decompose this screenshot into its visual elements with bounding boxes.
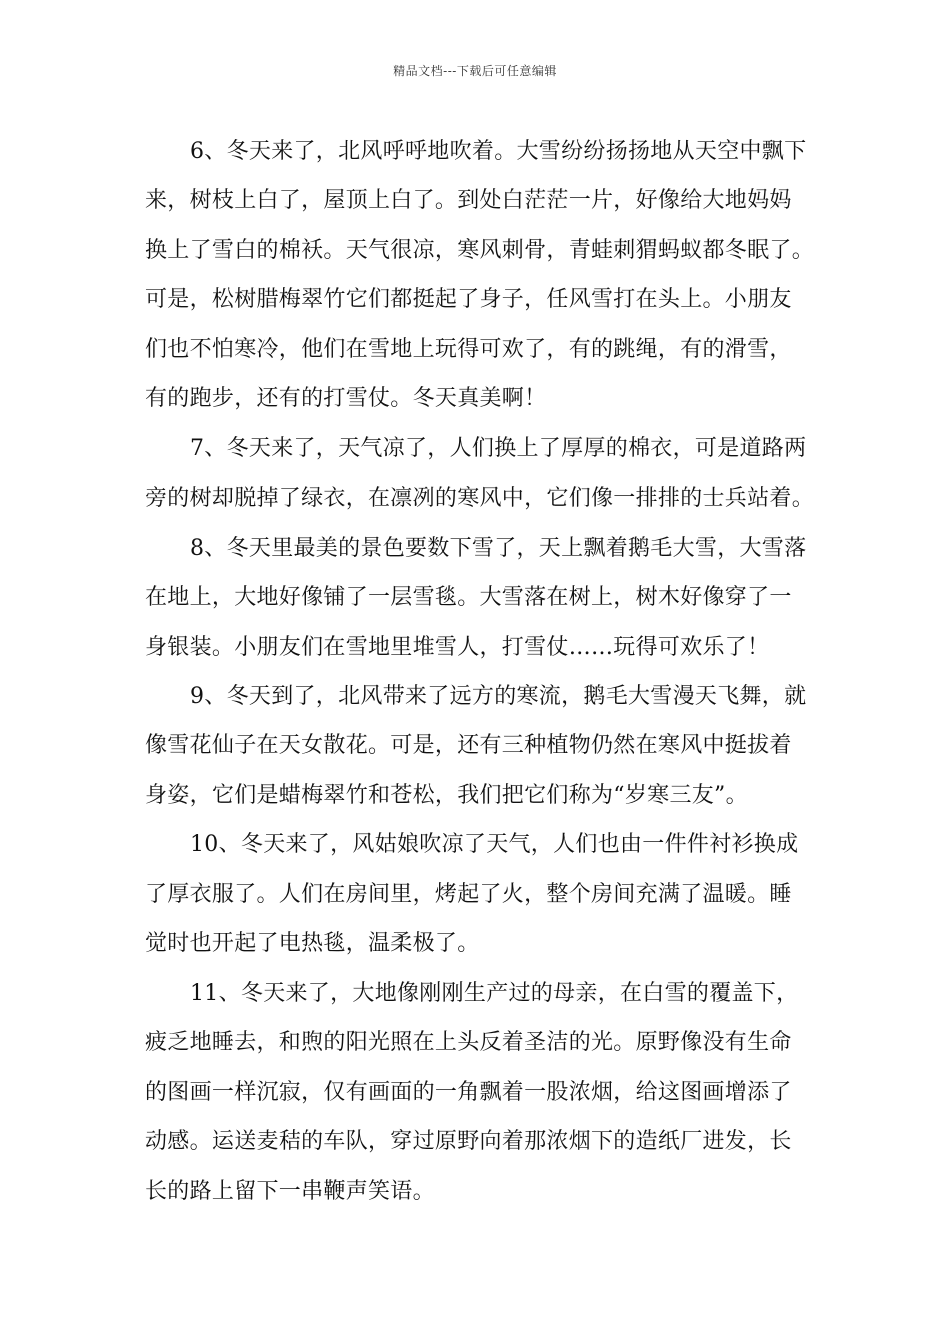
text-line: 有的跑步，还有的打雪仗。冬天真美啊！ xyxy=(145,386,547,411)
text-line: 动感。运送麦秸的车队，穿过原野向着那浓烟下的造纸厂进发，长 xyxy=(145,1129,792,1154)
text-line: 疲乏地睡去，和煦的阳光照在上头反着圣洁的光。原野像没有生命 xyxy=(145,1030,792,1055)
page-header: 精品文档---下载后可任意编辑 xyxy=(393,64,557,78)
text-line: 身银装。小朋友们在雪地里堆雪人，打雪仗……玩得可欢乐了！ xyxy=(145,635,770,660)
text-line: 们也不怕寒冷，他们在雪地上玩得可欢了，有的跳绳，有的滑雪， xyxy=(145,337,792,362)
text-line: 8、冬天里最美的景色要数下雪了，天上飘着鹅毛大雪，大雪落 xyxy=(190,536,807,561)
text-line: 了厚衣服了。人们在房间里，烤起了火，整个房间充满了温暖。睡 xyxy=(145,882,792,907)
text-line: 旁的树却脱掉了绿衣，在凛冽的寒风中，它们像一排排的士兵站着。 xyxy=(145,486,815,511)
text-line: 可是，松树腊梅翠竹它们都挺起了身子，任风雪打在头上。小朋友 xyxy=(145,287,792,312)
text-line: 11、冬天来了，大地像刚刚生产过的母亲，在白雪的覆盖下， xyxy=(190,981,799,1006)
text-line: 7、冬天来了，天气凉了，人们换上了厚厚的棉衣，可是道路两 xyxy=(190,436,807,461)
text-line: 在地上，大地好像铺了一层雪毯。大雪落在树上，树木好像穿了一 xyxy=(145,585,792,610)
text-line: 来，树枝上白了，屋顶上白了。到处白茫茫一片，好像给大地妈妈 xyxy=(145,188,792,213)
text-line: 身姿，它们是蜡梅翠竹和苍松，我们把它们称为“岁寒三友”。 xyxy=(145,783,748,808)
text-line: 10、冬天来了，风姑娘吹凉了天气，人们也由一件件衬衫换成 xyxy=(190,832,799,857)
text-line: 换上了雪白的棉袄。天气很凉，寒风刺骨，青蛙刺猬蚂蚁都冬眠了。 xyxy=(145,238,815,263)
text-line: 6、冬天来了，北风呼呼地吹着。大雪纷纷扬扬地从天空中飘下 xyxy=(190,139,807,164)
text-line: 9、冬天到了，北风带来了远方的寒流，鹅毛大雪漫天飞舞，就 xyxy=(190,684,807,709)
text-line: 的图画一样沉寂，仅有画面的一角飘着一股浓烟，给这图画增添了 xyxy=(145,1080,792,1105)
text-line: 像雪花仙子在天女散花。可是，还有三种植物仍然在寒风中挺拔着 xyxy=(145,733,792,758)
text-line: 长的路上留下一串鞭声笑语。 xyxy=(145,1179,435,1204)
text-line: 觉时也开起了电热毯，温柔极了。 xyxy=(145,931,480,956)
